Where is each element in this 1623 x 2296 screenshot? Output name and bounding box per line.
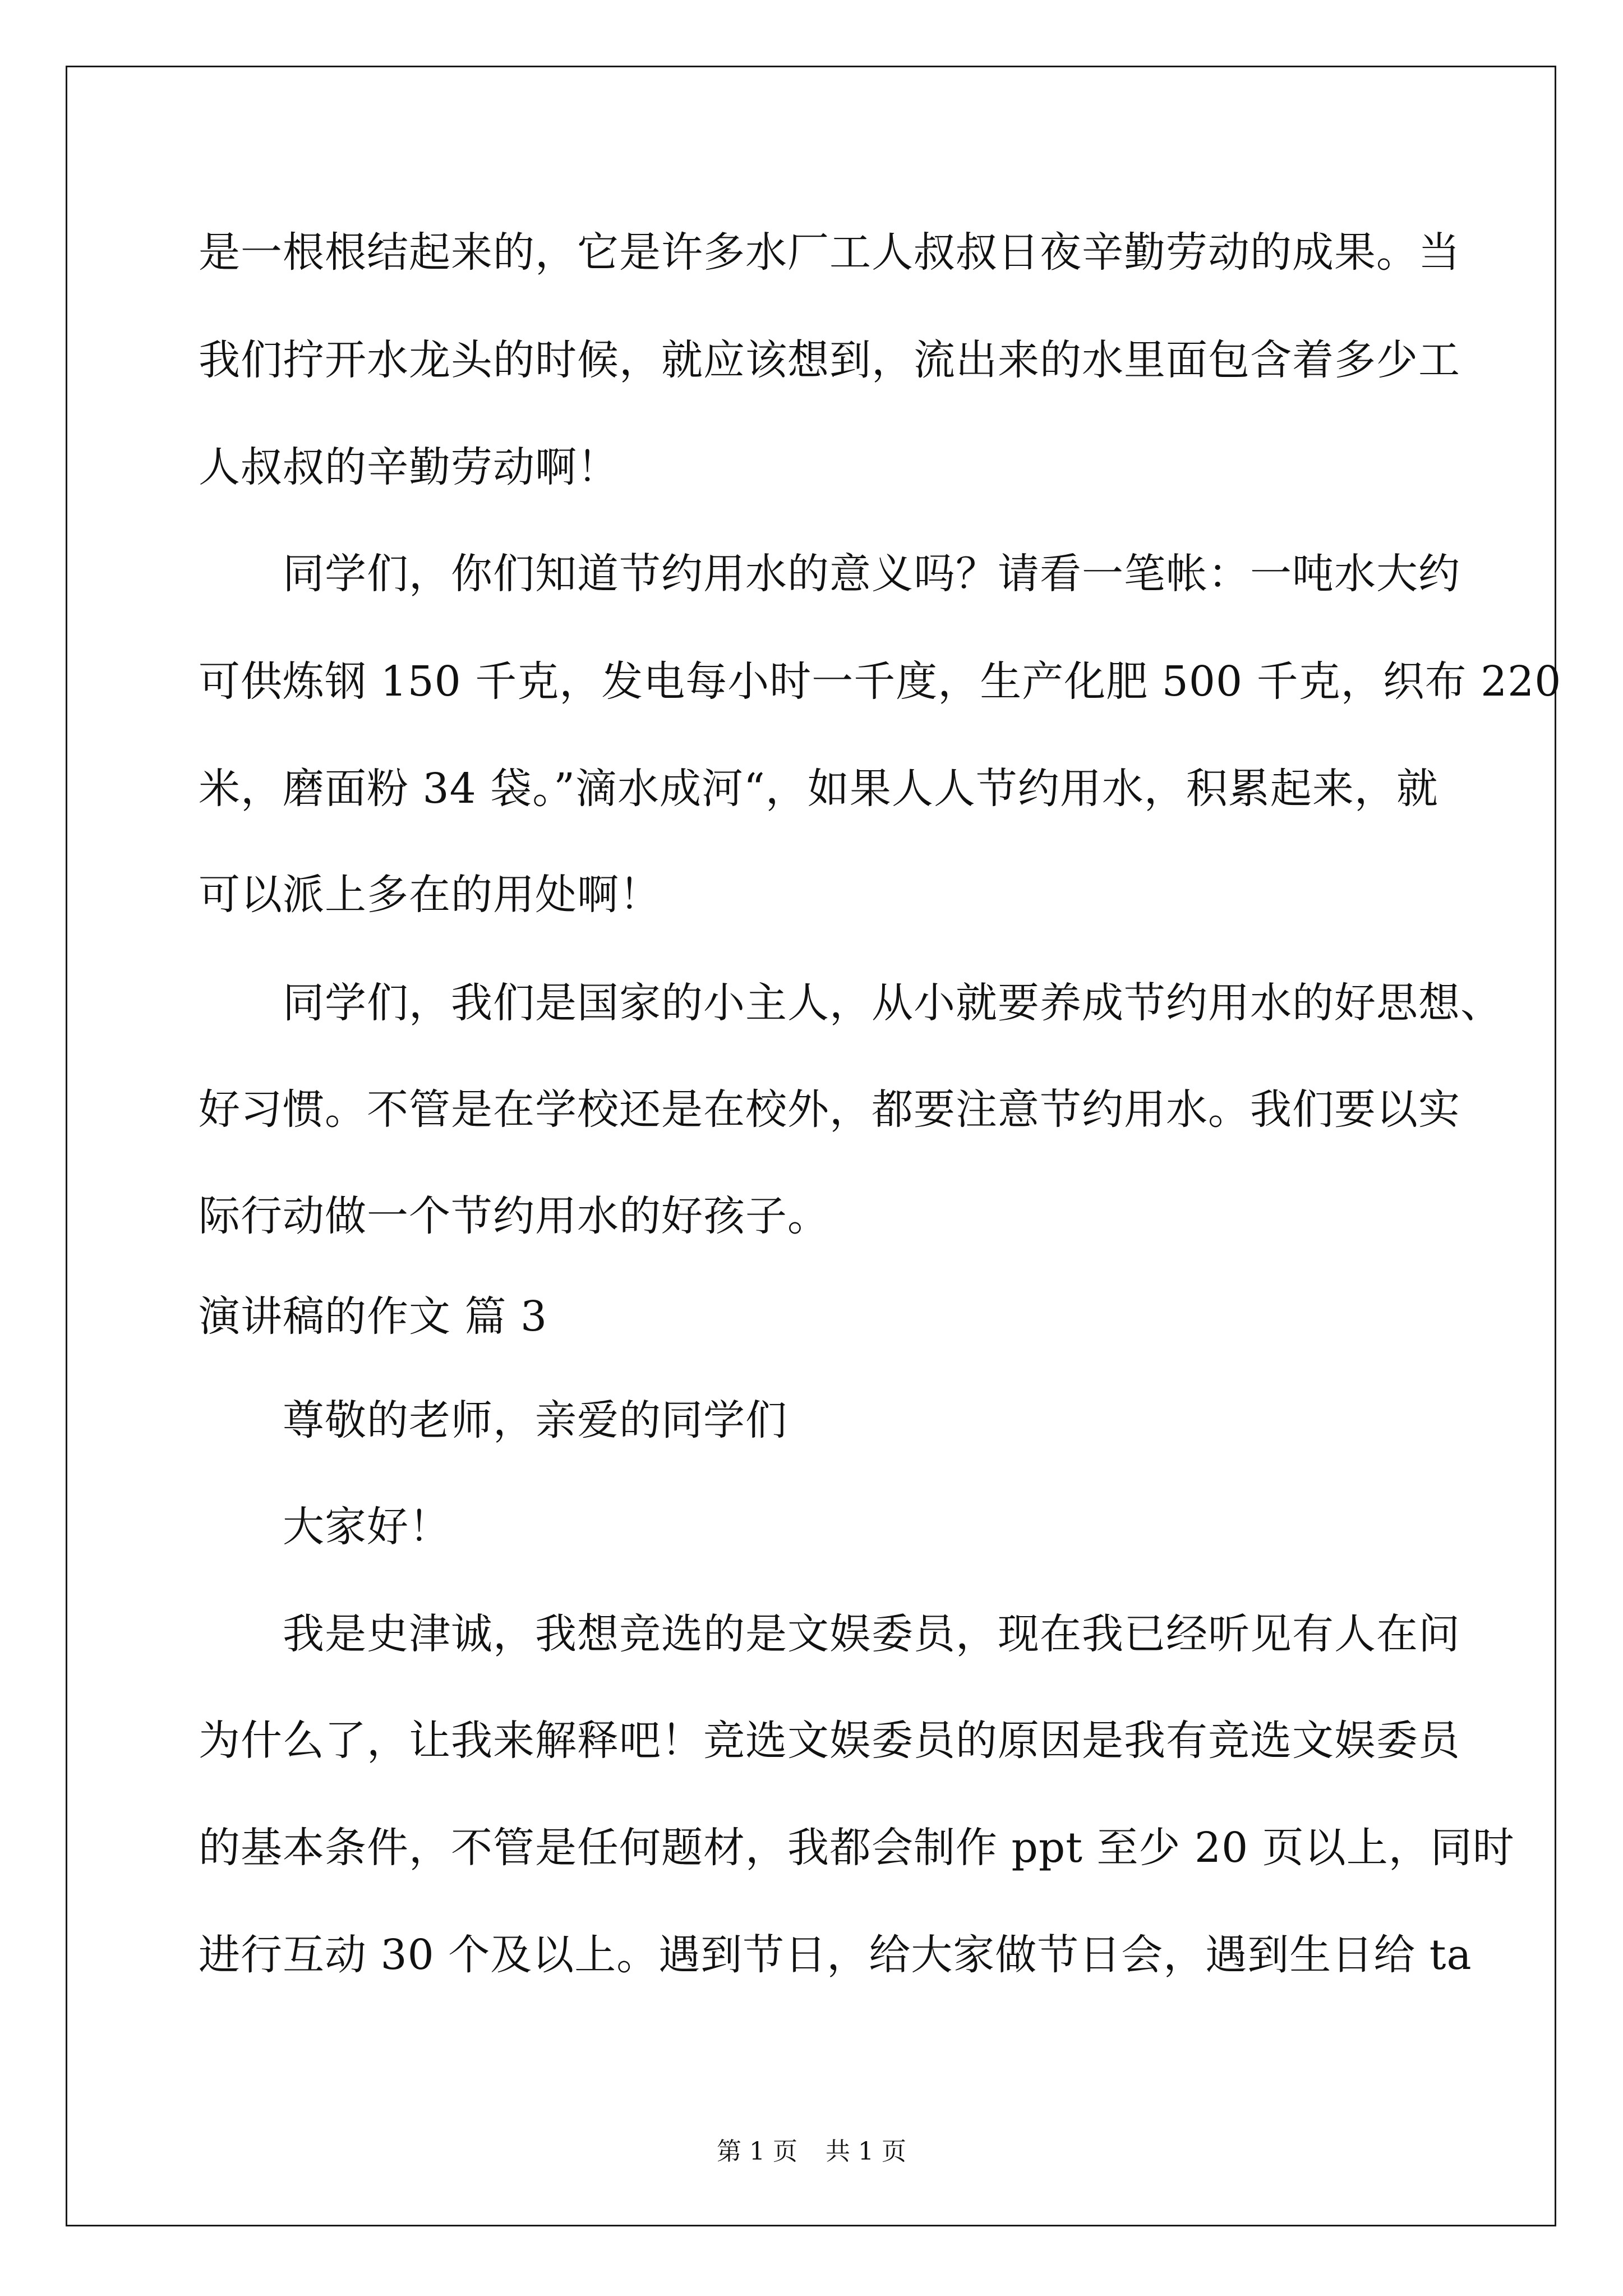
paragraph-line: 人叔叔的辛勤劳动啊！ [199, 443, 619, 491]
paragraph-line: 的基本条件，不管是任何题材，我都会制作 ppt 至少 20 页以上，同时 [199, 1824, 1515, 1872]
paragraph-line: 我们拧开水龙头的时候，就应该想到，流出来的水里面包含着多少工 [199, 336, 1460, 384]
paragraph-line: 米，磨面粉 34 袋。”滴水成河“，如果人人节约用水，积累起来，就 [199, 765, 1438, 813]
page-footer [0, 2135, 1623, 2169]
paragraph-line: 同学们，我们是国家的小主人，从小就要养成节约用水的好思想、 [283, 979, 1502, 1027]
paragraph-line: 是一根根结起来的，它是许多水厂工人叔叔日夜辛勤劳动的成果。当 [199, 228, 1460, 277]
paragraph-line: 同学们，你们知道节约用水的意义吗？请看一笔帐：一吨水大约 [283, 550, 1460, 598]
paragraph-line: 进行互动 30 个及以上。遇到节日，给大家做节日会，遇到生日给 ta [199, 1931, 1472, 1979]
paragraph-line: 可以派上多在的用处啊！ [199, 871, 661, 919]
salutation: 尊敬的老师，亲爱的同学们 [283, 1396, 787, 1444]
greeting: 大家好！ [283, 1503, 451, 1551]
paragraph-line: 好习惯。不管是在学校还是在校外，都要注意节约用水。我们要以实 [199, 1085, 1460, 1134]
paragraph-line: 际行动做一个节约用水的好孩子。 [199, 1192, 829, 1240]
section-heading: 演讲稿的作文 篇 3 [199, 1292, 548, 1341]
page-border [66, 66, 1556, 2226]
paragraph-line: 可供炼钢 150 千克，发电每小时一千度，生产化肥 500 千克，织布 220 [199, 657, 1562, 706]
paragraph-line: 为什么了，让我来解释吧！竞选文娱委员的原因是我有竞选文娱委员 [199, 1717, 1460, 1765]
paragraph-line: 我是史津诚，我想竞选的是文娱委员，现在我已经听见有人在问 [283, 1610, 1460, 1658]
page-total: 共 1 页 [826, 2137, 906, 2166]
page-number: 第 1 页 [717, 2137, 797, 2166]
